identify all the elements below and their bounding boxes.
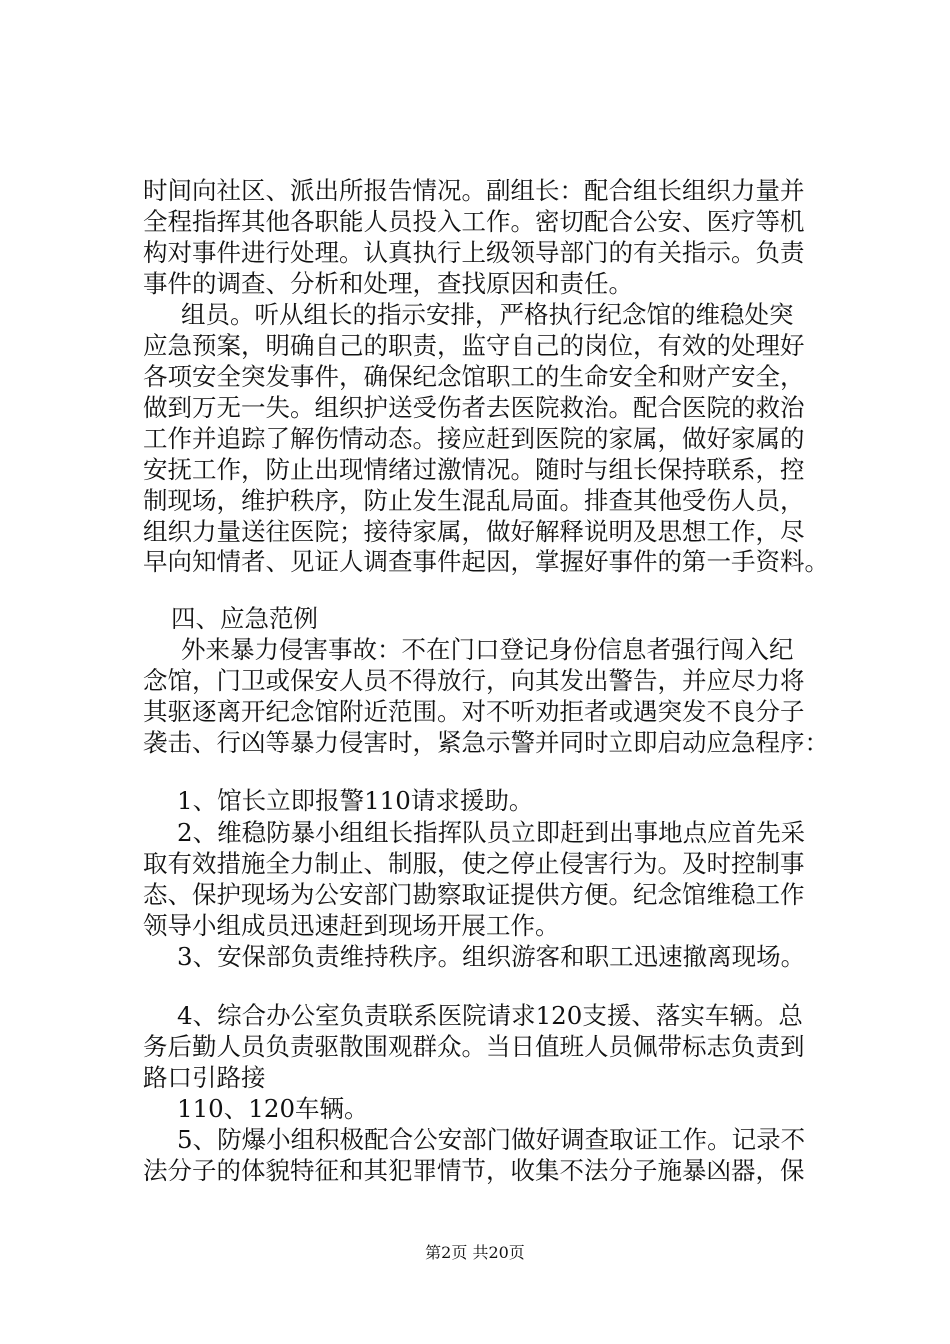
text-line: 早向知情者、见证人调查事件起因，掌握好事件的第一手资料。 <box>143 547 829 576</box>
text-line: 制现场，维护秩序，防止发生混乱局面。排查其他受伤人员， <box>143 486 805 515</box>
section-heading: 四、应急范例 <box>171 604 318 633</box>
text-line: 全程指挥其他各职能人员投入工作。密切配合公安、医疗等机 <box>143 207 805 236</box>
text-line: 袭击、行凶等暴力侵害时，紧急示警并同时立即启动应急程序： <box>143 728 829 757</box>
list-item: 3、安保部负责维持秩序。组织游客和职工迅速撤离现场。 <box>177 942 806 971</box>
text-line: 工作并追踪了解伤情动态。接应赶到医院的家属，做好家属的 <box>143 424 805 453</box>
list-item: 5、防爆小组积极配合公安部门做好调查取证工作。记录不 <box>177 1125 806 1154</box>
text-line: 构对事件进行处理。认真执行上级领导部门的有关指示。负责 <box>143 238 805 267</box>
list-item: 1、馆长立即报警110请求援助。 <box>177 786 534 815</box>
list-item: 4、综合办公室负责联系医院请求120支援、落实车辆。总 <box>177 1001 803 1030</box>
list-item: 2、维稳防暴小组组长指挥队员立即赶到出事地点应首先采 <box>177 818 806 847</box>
text-line: 各项安全突发事件，确保纪念馆职工的生命安全和财产安全， <box>143 362 805 391</box>
text-line: 法分子的体貌特征和其犯罪情节，收集不法分子施暴凶器，保 <box>143 1156 805 1185</box>
text-line: 态、保护现场为公安部门勘察取证提供方便。纪念馆维稳工作 <box>143 880 805 909</box>
text-line: 安抚工作，防止出现情绪过激情况。随时与组长保持联系，控 <box>143 455 805 484</box>
text-line: 组织力量送往医院；接待家属，做好解释说明及思想工作，尽 <box>143 517 805 546</box>
text-line: 其驱逐离开纪念馆附近范围。对不听劝拒者或遇突发不良分子 <box>143 697 805 726</box>
text-line: 务后勤人员负责驱散围观群众。当日值班人员佩带标志负责到 <box>143 1032 805 1061</box>
text-line: 领导小组成员迅速赶到现场开展工作。 <box>143 911 560 940</box>
text-line: 应急预案，明确自己的职责，监守自己的岗位，有效的处理好 <box>143 331 805 360</box>
page-number-footer: 第2页 共20页 <box>425 1243 525 1262</box>
text-line: 110、120车辆。 <box>177 1094 369 1123</box>
text-line: 做到万无一失。组织护送受伤者去医院救治。配合医院的救治 <box>143 393 805 422</box>
text-line: 念馆，门卫或保安人员不得放行，向其发出警告，并应尽力将 <box>143 666 805 695</box>
text-line: 组员。听从组长的指示安排，严格执行纪念馆的维稳处突 <box>181 300 794 329</box>
text-line: 外来暴力侵害事故：不在门口登记身份信息者强行闯入纪 <box>181 635 794 664</box>
text-line: 路口引路接 <box>143 1063 266 1092</box>
text-line: 时间向社区、派出所报告情况。副组长：配合组长组织力量并 <box>143 176 805 205</box>
text-line: 取有效措施全力制止、制服，使之停止侵害行为。及时控制事 <box>143 849 805 878</box>
text-line: 事件的调查、分析和处理，查找原因和责任。 <box>143 269 633 298</box>
